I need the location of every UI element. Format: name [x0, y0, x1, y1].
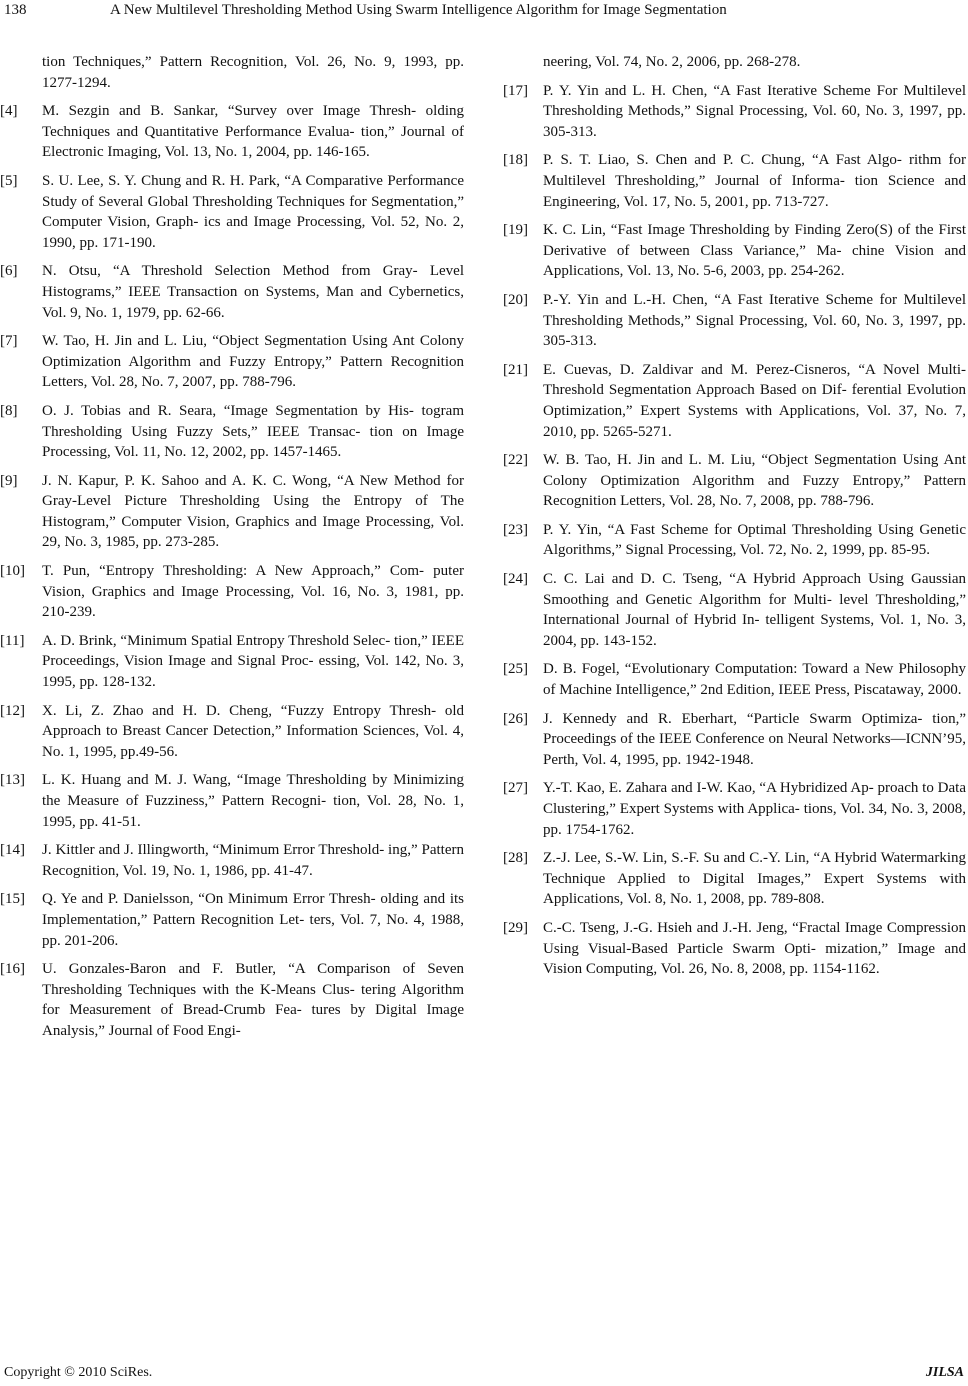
reference-text: W. B. Tao, H. Jin and L. M. Liu, “Object Segmentation Using Ant Colony Optimization Algorithm and Fuzzy Entropy,” Pattern Recognition Letters, Vol. 28, No. 7, 2008, pp. 788-796. — [543, 452, 966, 510]
reference-item — [503, 450, 966, 512]
reference-text: Z.-J. Lee, S.-W. Lin, S.-F. Su and C.-Y. Lin, “A Hybrid Watermarking Technique Applied to Digital Images,” Expert Systems with Applications, Vol. 8, No. 1, 2008, pp. 789-808. — [543, 850, 966, 908]
reference-text: J. Kittler and J. Illingworth, “Minimum Error Threshold- ing,” Pattern Recognition, Vol. 19, No. 1, 1986, pp. 41-47. — [42, 842, 464, 879]
reference-text: C.-C. Tseng, J.-G. Hsieh and J.-H. Jeng, “Fractal Image Compression Using Visual-Based Particle Swarm Opti- mization,” Image and Vision Computing, Vol. 26, No. 8, 2008, pp. 1154-1162. — [543, 919, 966, 978]
reference-text: P.-Y. Yin and L.-H. Chen, “A Fast Iterative Scheme for Multilevel Thresholding Methods,” Signal Processing, Vol. 60, No. 3, 1997, pp. 305-313. — [543, 291, 966, 350]
reference-number: [16] — [0, 961, 25, 978]
reference-number: [15] — [0, 891, 25, 908]
reference-item — [503, 918, 966, 980]
page-number: 138 — [4, 2, 27, 18]
reference-number: [12] — [0, 702, 25, 719]
reference-number: [17] — [503, 82, 528, 99]
reference-item — [0, 171, 464, 253]
reference-text: S. U. Lee, S. Y. Chung and R. H. Park, “A Comparative Performance Study of Several Global Thresholding Techniques for Segmentation,” Computer Vision, Graph- ics and Image Processing, Vol. 52, No. 2, 1990, pp. 171-190. — [42, 172, 464, 251]
reference-text: A. D. Brink, “Minimum Spatial Entropy Threshold Selec- tion,” IEEE Proceedings, Vision Image and Signal Proc- essing, Vol. 142, No. 3, 1995, pp. 128-132. — [42, 632, 464, 691]
reference-text: C. C. Lai and D. C. Tseng, “A Hybrid Approach Using Gaussian Smoothing and Genetic Algorithm for Multi- level Thresholding,” International Journal of Hybrid In- telligent Systems, Vol. 1, No. 3, 2004, pp. 143-152. — [543, 571, 966, 649]
reference-item — [0, 101, 464, 163]
reference-text: W. Tao, H. Jin and L. Liu, “Object Segmentation Using Ant Colony Optimization Algorithm and Fuzzy Entropy,” Pattern Recognition Letters, Vol. 28, No. 7, 2007, pp. 788-796. — [42, 333, 464, 391]
reference-item — [503, 220, 966, 282]
copyright-notice: Copyright © 2010 SciRes. — [4, 1365, 153, 1380]
reference-number: [7] — [0, 333, 18, 350]
reference-number: [22] — [503, 452, 528, 469]
reference-text: P. Y. Yin and L. H. Chen, “A Fast Iterative Scheme For Multilevel Thresholding Methods,” Signal Processing, Vol. 60, No. 3, 1997, pp. 305-313. — [543, 82, 966, 140]
reference-text: T. Pun, “Entropy Thresholding: A New Approach,” Com- puter Vision, Graphics and Image Processing, Vol. 16, No. 3, 1981, pp. 210-239. — [42, 563, 464, 621]
reference-number: [18] — [503, 152, 528, 169]
reference-number: [13] — [0, 772, 25, 789]
reference-text: J. Kennedy and R. Eberhart, “Particle Swarm Optimiza- tion,” Proceedings of the IEEE Conference on Neural Networks—ICNN’95, Perth, Vol. 4, 1995, pp. 1942-1948. — [543, 710, 966, 768]
reference-text: N. Otsu, “A Threshold Selection Method from Gray- Level Histograms,” IEEE Transaction on Systems, Man and Cybernetics, Vol. 9, No. 1, 1979, pp. 62-66. — [42, 263, 464, 321]
reference-continuation: neering, Vol. 74, No. 2, 2006, pp. 268-278. — [543, 54, 801, 70]
reference-list-left — [0, 101, 464, 1041]
reference-number: [25] — [503, 661, 528, 678]
reference-item — [0, 770, 464, 832]
reference-item — [503, 290, 966, 352]
reference-continuation: tion Techniques,” Pattern Recognition, Vol. 26, No. 9, 1993, pp. 1277-1294. — [42, 54, 464, 91]
page-footer — [0, 1364, 968, 1384]
journal-abbrev: JILSA — [925, 1365, 964, 1380]
running-title: A New Multilevel Thresholding Method Using Swarm Intelligence Algorithm for Image Segmentation — [110, 2, 727, 18]
reference-text: M. Sezgin and B. Sankar, “Survey over Image Thresh- olding Techniques and Quantitative Performance Evalua- tion,” Journal of Electronic Imaging, Vol. 13, No. 1, 2004, pp. 146-165. — [42, 103, 464, 161]
reference-number: [8] — [0, 402, 18, 419]
reference-text: J. N. Kapur, P. K. Sahoo and A. K. C. Wong, “A New Method for Gray-Level Picture Thresholding Using the Entropy of The Histogram,” Computer Vision, Graphics and Image Processing, Vol. 29, No. 3, 1985, pp. 273-285. — [42, 472, 464, 551]
reference-item — [0, 840, 464, 881]
reference-item — [0, 889, 464, 951]
reference-text: K. C. Lin, “Fast Image Thresholding by Finding Zero(S) of the First Derivative of between Class Variance,” Ma- chine Vision and Applications, Vol. 13, No. 5-6, 2003, pp. 254-262. — [543, 222, 966, 280]
reference-item — [503, 81, 966, 143]
reference-text: Q. Ye and P. Danielsson, “On Minimum Error Thresh- olding and its Implementation,” Pattern Recognition Let- ters, Vol. 7, No. 4, 1988, pp. 201-206. — [42, 891, 464, 949]
reference-item — [0, 631, 464, 693]
reference-item — [503, 150, 966, 212]
reference-number: [6] — [0, 263, 18, 280]
reference-text: P. Y. Yin, “A Fast Scheme for Optimal Thresholding Using Genetic Algorithms,” Signal Processing, Vol. 72, No. 2, 1999, pp. 85-95. — [543, 521, 966, 559]
reference-number: [19] — [503, 222, 528, 239]
reference-item — [503, 569, 966, 651]
reference-item — [503, 520, 966, 561]
reference-item — [0, 331, 464, 393]
right-column — [503, 52, 966, 988]
reference-list-right — [503, 81, 966, 980]
reference-item — [0, 261, 464, 323]
reference-number: [9] — [0, 472, 18, 489]
reference-item — [503, 360, 966, 442]
reference-item — [503, 848, 966, 910]
reference-item — [503, 709, 966, 771]
reference-number: [14] — [0, 842, 25, 859]
reference-item — [503, 778, 966, 840]
reference-text: P. S. T. Liao, S. Chen and P. C. Chung, “A Fast Algo- rithm for Multilevel Thresholding,” Journal of Informa- tion Science and Engineering, Vol. 17, No. 5, 2001, pp. 713-727. — [543, 152, 966, 210]
reference-number: [29] — [503, 919, 528, 936]
reference-item — [0, 471, 464, 553]
reference-text: E. Cuevas, D. Zaldivar and M. Perez-Cisneros, “A Novel Multi-Threshold Segmentation Approach Based on Dif- ferential Evolution Optimization,” Expert Systems with Applications, Vol. 37, No. 7, 2010, pp. 5265-5271. — [543, 361, 966, 440]
reference-text: O. J. Tobias and R. Seara, “Image Segmentation by His- togram Thresholding Using Fuzzy Sets,” IEEE Transac- tion on Image Processing, Vol. 11, No. 12, 2002, pp. 1457-1465. — [42, 402, 464, 461]
reference-number: [5] — [0, 172, 18, 189]
page-header — [0, 0, 968, 22]
left-column — [0, 52, 464, 1050]
reference-text: D. B. Fogel, “Evolutionary Computation: Toward a New Philosophy of Machine Intelligence,” 2nd Edition, IEEE Press, Piscataway, 2000. — [543, 661, 966, 699]
reference-number: [27] — [503, 780, 528, 797]
reference-text: X. Li, Z. Zhao and H. D. Cheng, “Fuzzy Entropy Thresh- old Approach to Breast Cancer Detection,” Information Sciences, Vol. 4, No. 1, 1995, pp.49-56. — [42, 702, 464, 760]
reference-number: [21] — [503, 361, 528, 378]
reference-item — [0, 701, 464, 763]
reference-number: [11] — [0, 632, 25, 649]
reference-number: [26] — [503, 710, 528, 727]
reference-text: U. Gonzales-Baron and F. Butler, “A Comparison of Seven Thresholding Techniques with the K-Means Clus- tering Algorithm for Measurement of Bread-Crumb Fea- tures by Digital Image Analysis,” Journal of Food Engi- — [42, 961, 464, 1039]
reference-number: [4] — [0, 103, 18, 120]
reference-number: [28] — [503, 850, 528, 867]
reference-text: L. K. Huang and M. J. Wang, “Image Thresholding by Minimizing the Measure of Fuzziness,” Pattern Recogni- tion, Vol. 28, No. 1, 1995, pp. 41-51. — [42, 772, 464, 830]
reference-number: [23] — [503, 521, 528, 538]
reference-item — [0, 959, 464, 1041]
reference-number: [24] — [503, 571, 528, 588]
reference-number: [10] — [0, 563, 25, 580]
reference-item — [0, 561, 464, 623]
reference-number: [20] — [503, 291, 528, 308]
reference-item — [503, 659, 966, 700]
reference-text: Y.-T. Kao, E. Zahara and I-W. Kao, “A Hybridized Ap- proach to Data Clustering,” Expert Systems with Applica- tions, Vol. 34, No. 3, 2008, pp. 1754-1762. — [543, 780, 966, 838]
reference-item — [0, 401, 464, 463]
